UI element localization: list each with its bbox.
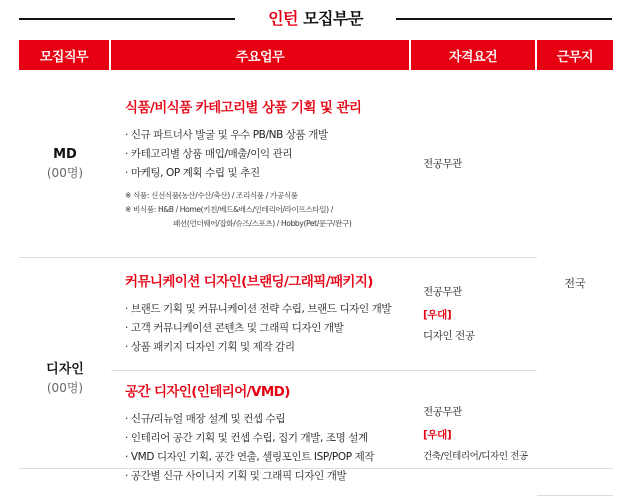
location-cell bbox=[537, 70, 613, 496]
preferred-detail: 건축/인테리어/디자인 전공 bbox=[423, 451, 528, 463]
category-notes bbox=[125, 189, 411, 231]
duty-cell-design bbox=[111, 258, 537, 496]
table-row-design bbox=[19, 258, 613, 496]
list-item: · 신규/리뉴얼 매장 설계 및 컨셉 수립 bbox=[125, 413, 286, 426]
title-part2: 모집부문 bbox=[303, 9, 363, 28]
qualification: 전공무관 bbox=[423, 158, 462, 170]
header-position: 모집직무 bbox=[19, 40, 111, 70]
title-right-rule bbox=[396, 18, 612, 20]
duty-title: 공간 디자인(인테리어/VMD) bbox=[125, 384, 290, 401]
subrow-space bbox=[111, 370, 537, 496]
duty-list bbox=[125, 410, 411, 486]
header-duties: 주요업무 bbox=[111, 40, 411, 70]
header-location: 근무지 bbox=[537, 40, 613, 70]
section-title-text bbox=[235, 6, 396, 29]
recruitment-table bbox=[19, 40, 613, 496]
header-qualifications: 자격요건 bbox=[411, 40, 537, 70]
position-count: (00명) bbox=[46, 165, 84, 180]
subrow-communication bbox=[111, 258, 537, 370]
table-header-row bbox=[19, 40, 613, 70]
list-item: · 신규 파트너사 발굴 및 우수 PB/NB 상품 개발 bbox=[125, 129, 328, 141]
note-nonfood-cont: 패션(언더웨어/잡화/슈즈/스포츠) / Hobby(Pet/문구/완구) bbox=[173, 219, 352, 228]
list-item: · 상품 패키지 디자인 기획 및 제작 감리 bbox=[125, 341, 295, 354]
list-item: · VMD 디자인 기획, 공간 연출, 셀링포인트 ISP/POP 제작 bbox=[125, 451, 375, 464]
duty-cell-md bbox=[111, 70, 411, 258]
list-item: · 브랜드 기획 및 커뮤니케이션 전략 수립, 브랜드 디자인 개발 bbox=[125, 303, 392, 316]
design-subtable bbox=[111, 258, 537, 496]
list-item: · 마케팅, OP 계획 수립 및 추진 bbox=[125, 167, 260, 179]
list-item: · 인테리어 공간 기획 및 컨셉 수립, 집기 개발, 조명 설계 bbox=[125, 432, 368, 445]
preferred-label: [우대] bbox=[423, 429, 452, 442]
list-item: · 공간별 신규 사이니지 기획 및 그래픽 디자인 개발 bbox=[125, 470, 347, 483]
qualification: 전공무관 bbox=[423, 406, 462, 419]
qual-cell-md bbox=[411, 70, 537, 258]
qual-cell-communication bbox=[411, 258, 537, 370]
section-title bbox=[0, 0, 631, 38]
note-food: ※ 식품: 신선식품(농산/수산/축산) / 조리식품 / 가공식품 bbox=[125, 191, 298, 200]
position-cell-md bbox=[19, 70, 111, 258]
duty-list bbox=[125, 300, 411, 357]
position-name: MD bbox=[53, 146, 77, 162]
duty-list bbox=[125, 126, 411, 183]
position-cell-design bbox=[19, 258, 111, 496]
list-item: · 카테고리별 상품 매입/매출/이익 관리 bbox=[125, 148, 293, 160]
preferred-label: [우대] bbox=[423, 309, 452, 322]
note-nonfood: ※ 비식품: H&B / Home(키친/베드&배스/인테리어/라이프스타일) / bbox=[125, 205, 333, 214]
duty-cell-space bbox=[111, 370, 411, 496]
table-row-md bbox=[19, 70, 613, 258]
duty-cell-communication bbox=[111, 258, 411, 370]
position-count: (00명) bbox=[46, 381, 84, 395]
location: 전국 bbox=[564, 276, 586, 290]
qual-cell-space bbox=[411, 370, 537, 496]
position-name: 디자인 bbox=[46, 362, 84, 377]
title-part1: 인턴 bbox=[268, 9, 298, 28]
duty-title: 식품/비식품 카테고리별 상품 기획 및 관리 bbox=[125, 100, 362, 116]
qualification: 전공무관 bbox=[423, 286, 462, 299]
table-bottom-rule bbox=[19, 468, 613, 469]
list-item: · 고객 커뮤니케이션 콘텐츠 및 그래픽 디자인 개발 bbox=[125, 322, 344, 335]
title-left-rule bbox=[19, 18, 235, 20]
preferred-detail: 디자인 전공 bbox=[423, 330, 475, 343]
duty-title: 커뮤니케이션 디자인(브랜딩/그래픽/패키지) bbox=[125, 274, 373, 291]
